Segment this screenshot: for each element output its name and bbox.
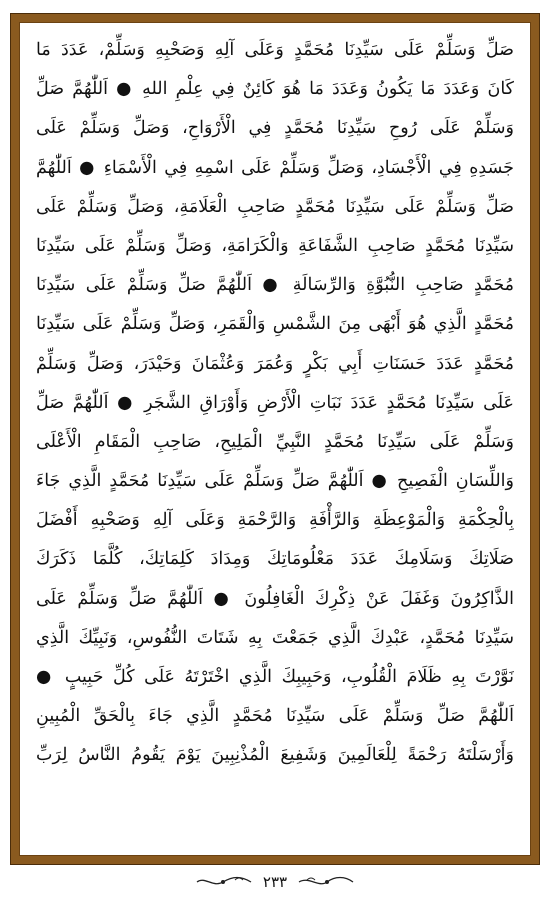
text-line-15: الذَّاكِرُونَ وَغَفَلَ عَنْ ذِكْرِكَ الْغَافِلُونَ ● اَللّٰهُمَّ صَلِّ وَسَلِّمْ عَلَى xyxy=(36,588,514,609)
text-line-8: مُحَمَّدٍ الَّذِي هُوَ أَبْهَى مِنَ الشَّمْسِ وَالْقَمَرِ، وَصَلِّ وَسَلِّمْ عَلَى سَيِّدِنَا xyxy=(36,314,514,335)
text-line-3: وَسَلِّمْ عَلَى رُوحِ سَيِّدِنَا مُحَمَّدٍ فِي الْأَرْوَاحِ، وَصَلِّ وَسَلِّمْ عَلَى xyxy=(36,118,514,139)
text-line-17: نَوَّرْتَ بِهِ ظَلَامَ الْقُلُوبِ، وَحَبِيبِكَ الَّذِي اخْتَرْتَهُ عَلَى كُلِّ حَبِيبٍ ● xyxy=(36,667,514,687)
page-footer xyxy=(0,870,550,894)
ornament-right-icon xyxy=(297,875,355,889)
text-line-6: سَيِّدِنَا مُحَمَّدٍ صَاحِبِ الشَّفَاعَةِ وَالْكَرَامَةِ، وَصَلِّ وَسَلِّمْ عَلَى سَيِّدِنَا xyxy=(36,235,514,256)
text-line-5: صَلِّ وَسَلِّمْ عَلَى سَيِّدِنَا مُحَمَّدٍ صَاحِبِ الْعَلَامَةِ، وَصَلِّ وَسَلِّمْ عَلَى xyxy=(36,196,514,217)
text-line-2: كَانَ وَعَدَدَ مَا يَكُونُ وَعَدَدَ مَا هُوَ كَائِنٌ فِي عِلْمِ اللهِ ● اَللّٰهُمَّ صَلِّ xyxy=(36,79,514,100)
page-number: ٢٣٣ xyxy=(262,873,288,891)
page-frame xyxy=(10,13,540,865)
text-line-11: وَسَلِّمْ عَلَى سَيِّدِنَا مُحَمَّدٍ النَّبِيِّ الْمَلِيحِ، صَاحِبِ الْمَقَامِ الْأَعْلَى xyxy=(36,431,514,452)
text-line-7: مُحَمَّدٍ صَاحِبِ النُّبُوَّةِ وَالرِّسَالَةِ ● اَللّٰهُمَّ صَلِّ وَسَلِّمْ عَلَى سَيِّدِنَا xyxy=(36,275,514,296)
text-line-12: وَاللِّسَانِ الْفَصِيحِ ● اَللّٰهُمَّ صَلِّ وَسَلِّمْ عَلَى سَيِّدِنَا مُحَمَّدٍ الَّذِي جَاءَ xyxy=(36,471,514,492)
text-line-19: وَأَرْسَلْتَهُ رَحْمَةً لِلْعَالَمِينَ وَشَفِيعَ الْمُذْنِبِينَ يَوْمَ يَقُومُ النَّاسُ لِرَبِّ xyxy=(36,745,514,766)
text-line-18: اَللّٰهُمَّ صَلِّ وَسَلِّمْ عَلَى سَيِّدِنَا مُحَمَّدٍ الَّذِي جَاءَ بِالْحَقِّ الْمُبِينِ xyxy=(36,706,514,727)
text-area xyxy=(19,22,531,856)
text-line-13: بِالْحِكْمَةِ وَالْمَوْعِظَةِ وَالرَّأْفَةِ وَالرَّحْمَةِ وَعَلَى آلِهِ وَصَحْبِهِ أَفْضَلَ xyxy=(36,510,514,531)
text-line-1: صَلِّ وَسَلِّمْ عَلَى سَيِّدِنَا مُحَمَّدٍ وَعَلَى آلِهِ وَصَحْبِهِ وَسَلِّمْ، عَدَدَ مَا xyxy=(36,40,514,60)
text-line-9: مُحَمَّدٍ عَدَدَ حَسَنَاتِ أَبِي بَكْرٍ وَعُمَرَ وَعُثْمَانَ وَحَيْدَرَ، وَصَلِّ وَسَلِّمْ xyxy=(36,353,514,374)
text-line-4: جَسَدِهِ فِي الْأَجْسَادِ، وَصَلِّ وَسَلِّمْ عَلَى اسْمِهِ فِي الْأَسْمَاءِ ● اَللّٰهُمَّ xyxy=(36,157,514,178)
text-line-10: عَلَى سَيِّدِنَا مُحَمَّدٍ عَدَدَ نَبَاتِ الْأَرْضِ وَأَوْرَاقِ الشَّجَرِ ● اَللّٰهُمَّ صَلِّ xyxy=(36,392,514,413)
text-block xyxy=(36,31,514,851)
text-line-14: صَلَاتِكَ وَسَلَامِكَ عَدَدَ مَعْلُومَاتِكَ وَمِدَادَ كَلِمَاتِكَ، كُلَّمَا ذَكَرَكَ xyxy=(36,549,514,570)
text-line-16: سَيِّدِنَا مُحَمَّدٍ، عَبْدِكَ الَّذِي جَمَعْتَ بِهِ شَتَاتَ النُّفُوسِ، وَنَبِيِّكَ الَّذِي xyxy=(36,627,514,648)
ornament-left-icon xyxy=(195,875,253,889)
